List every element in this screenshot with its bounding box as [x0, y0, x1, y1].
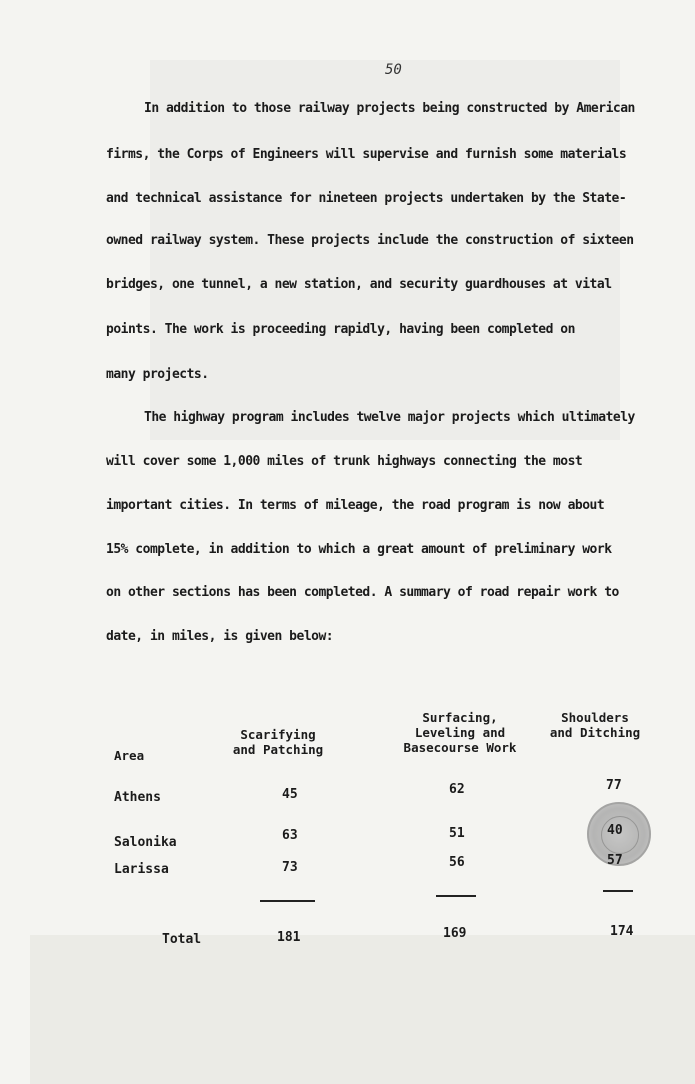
- row-value: 40: [607, 823, 623, 838]
- total-value: 181: [277, 930, 301, 945]
- text-line: many projects.: [106, 367, 209, 382]
- bleed-through-shadow: [150, 60, 620, 440]
- text-line: 15% complete, in addition to which a great amount of preliminary work: [106, 542, 612, 557]
- text-line: and technical assistance for nineteen projects undertaken by the State-: [106, 191, 627, 206]
- row-value: 56: [449, 855, 465, 870]
- total-rule: [603, 890, 633, 892]
- header-scarifying: Scarifying and Patching: [232, 727, 324, 757]
- header-area: Area: [114, 748, 145, 763]
- text-line: owned railway system. These projects include the construction of sixteen: [106, 233, 634, 248]
- text-line: date, in miles, is given below:: [106, 629, 334, 644]
- total-rule: [436, 895, 476, 897]
- page-bottom-strip: [30, 935, 695, 1084]
- row-value: 77: [606, 778, 622, 793]
- row-value: 73: [282, 860, 298, 875]
- page-number: 50: [385, 62, 402, 78]
- text-line: points. The work is proceeding rapidly, having been completed on: [106, 322, 575, 337]
- total-label: Total: [162, 932, 202, 947]
- text-line: important cities. In terms of mileage, the road program is now about: [106, 498, 605, 513]
- row-value: 45: [282, 787, 298, 802]
- row-value: 51: [449, 826, 465, 841]
- total-value: 174: [610, 924, 634, 939]
- row-value: 57: [607, 853, 623, 868]
- text-line: on other sections has been completed. A summary of road repair work to: [106, 585, 619, 600]
- row-area: Larissa: [114, 862, 169, 877]
- row-value: 63: [282, 828, 298, 843]
- row-area: Salonika: [114, 835, 177, 850]
- text-line: In addition to those railway projects being constructed by American: [144, 101, 635, 116]
- total-value: 169: [443, 926, 467, 941]
- total-rule: [260, 900, 315, 902]
- row-value: 62: [449, 782, 465, 797]
- text-line: bridges, one tunnel, a new station, and security guardhouses at vital: [106, 277, 612, 292]
- row-area: Athens: [114, 790, 161, 805]
- text-line: will cover some 1,000 miles of trunk highways connecting the most: [106, 454, 583, 469]
- header-shoulders: Shoulders and Ditching: [549, 710, 641, 740]
- text-line: firms, the Corps of Engineers will supervise and furnish some materials: [106, 147, 627, 162]
- header-surfacing: Surfacing, Leveling and Basecourse Work: [403, 710, 517, 755]
- text-line: The highway program includes twelve major projects which ultimately: [144, 410, 635, 425]
